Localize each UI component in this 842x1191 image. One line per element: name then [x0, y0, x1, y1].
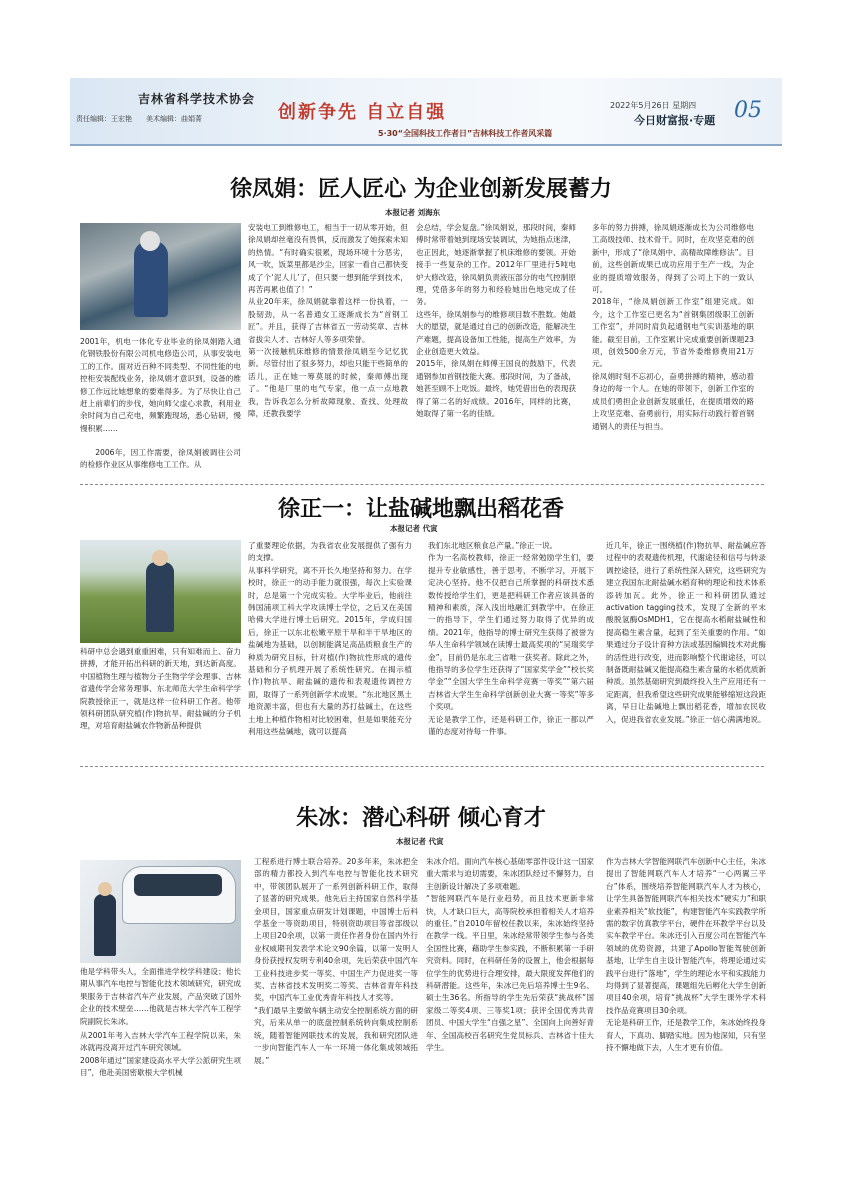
subtitle: 5·30“全国科技工作者日”吉林科技工作者风采篇: [378, 129, 553, 138]
article-3-col3: 朱冰介绍。面向汽车核心基础零部件设计这一国家重大需求与迫切需要，朱冰团队经过不懈努力，自主创新设计解决了多项难题。 “智能网联汽车是行业趋势，而且技术更新非常快，人才缺口巨大，高等院校承担着相关人才培养的重任。”自2010年留校任教以来，朱冰始终坚持在教学一线。平日里，朱冰经常带领学生参与各类全国性比赛，藉助学生参实践，不断积累第一手研究资料。同时，在科研任务的设置上，他会根据每位学生的优势进行合理安排，最大限度发挥他们的科研潜能。这些年，朱冰已先后培养博士生9名、硕士生36名。所指导的学生先后荣获“挑战杯”国家级二等奖4项、三等奖1项；获评全国优秀共青团员、中国大学生“自强之星”、全国向上向善好青年、全国高校百名研究生党员标兵、吉林省十佳大学生。: [426, 857, 594, 1053]
article-3-col4: 作为吉林大学智能网联汽车创新中心主任，朱冰提出了智能网联汽车人才培养“一心两翼三平台”体系，围绕培养智能网联汽车人才为核心，让学生具备智能网联汽车相关技术“硬实力”和职业素养相关“软技能”，构建智能汽车实践教学所需的数字仿真教学平台，硬件在环教学平台以及实车教学平台。朱冰还引入百度公司在智能汽车领域的优势资源，共建了Apollo智能驾驶创新基地，让学生自主设计智能汽车，将理论通过实践平台进行“落地”，学生的理论水平和实践能力均得到了显著提高，课题组先后孵化大学生创新项目40余项，培育“挑战杯”大学生课外学术科技作品竞赛项目30余项。 无论是科研工作，还是教学工作，朱冰始终投身育人，下真功、脚踏实地。因为他深知，只有坚持不懈地做下去，人生才更有价值。: [606, 857, 766, 1053]
article-2-col3: 我们东北地区粮食总产量。”徐正一说。 作为一名高校教师，徐正一经常勉励学生们，要提升专业敏感性，善于思考，不断学习，开展下定决心坚持。他不仅把自己所掌握的科研技术悉数传授给学生们，更是把科研工作者应该具备的精神和素质，深入浅出地融汇到教学中。在徐正一的指导下，学生们通过努力取得了优异的成绩。2021年，他指导的博士研究生获得了被誉为华人生命科学领域在读博士最高奖项的“吴瑞奖学金”，目前仍是东北三省唯一获奖者。除此之外，他指导的多位学生还获得了“国家奖学金”“校长奖学金”“全国大学生生命科学竞赛一等奖”“第六届吉林省大学生生命科学创新创业大赛一等奖”等多个奖项。 无论是教学工作，还是科研工作，徐正一都以严谨的态度对待每一件事。: [428, 541, 594, 737]
article-1-col1: 2006年，因工作需要，徐凤娟被调往公司的检修作业区从事维修电工工作。从: [80, 448, 241, 470]
editors-credit: 责任编辑：王宏艳 美术编辑：曲娟菁: [76, 115, 202, 123]
section-name: 今日财富报·专题: [634, 114, 716, 127]
article-2-byline: 本报记者 代寅: [390, 524, 438, 533]
article-3-title: 朱冰：潜心科研 倾心育才: [296, 806, 546, 831]
professor-figure: [94, 894, 116, 956]
article-3-photo: [80, 860, 241, 963]
issue-date: 2022年5月26日 星期四: [610, 101, 697, 110]
worker-figure: [134, 241, 168, 317]
slogan: 创新争先 自立自强: [278, 102, 447, 123]
article-1-col3: 会总结，学会复盘。”徐凤娟说，那段时间，秦师傅时常带着她到现场安装调试，为她指点迷津，也正因此，她逐渐掌握了机床维修的要领。开始接手一些复杂的工作。2012年厂里进行5吨电炉大修改造，徐凤娟负责液压部分的电气控制原理，凭借多年的努力和经验她出色地完成了任务。 这些年，徐凤娟参与的维修项目数不胜数。她最大的愿望，就是通过自己的创新改造，能解决生产难题，提高设备加工性能，提高生产效率，为企业创造更大效益。 2015年，徐凤娟在师傅王国良的鼓励下，代表通钢参加首钢技能大赛。那段时间，为了备战，她甚至顾不上吃饭。最终，她凭借出色的表现获得了第二名的好成绩。2016年，同样的比赛，她取得了第一名的佳绩。: [416, 223, 576, 419]
article-3-col1: 从2001年考入吉林大学汽车工程学院以来，朱冰就再没离开过汽车研究领域。 2008年通过“国家建设高水平大学公派研究生项目”，他赴美国密歇根大学机械: [80, 1031, 241, 1078]
article-1-col2: 安装电工到维修电工，相当于一切从零开始，但徐凤娟却丝毫没有畏惧，反而激发了她探索未知的热情。“有时确实很累，现场环境十分恶劣，风一吹，饭菜里都是沙尘，回家一看自己都快变成了个‘泥人儿’了，但只要一想到能学到技术，再苦再累也值了！” 从业20年来，徐凤娟就靠着这样一份执着，一股韧劲，从一名普通女工逐渐成长为“首钢工匠”。并且，获得了吉林省五一劳动奖章、吉林省拔尖人才、吉林好人等多项荣誉。 第一次接触机床维修的情景徐凤娟至今记忆犹新。尽管付出了很多努力，却也只能干些简单的活儿，正在她一筹莫展的时候，秦师傅出现了。“他是厂里的电气专家，他一点一点地教我，告诉我怎么分析故障现象、查找、处理故障，还教我要学: [248, 223, 408, 419]
article-3-byline: 本报记者 代寅: [396, 837, 444, 846]
org-name: 吉林省科学技术协会: [138, 92, 256, 106]
article-1-photo: [80, 223, 241, 330]
researcher-head: [152, 550, 168, 566]
vehicle-window: [134, 874, 222, 896]
helmet: [140, 231, 160, 251]
article-1-title: 徐凤娟：匠人匠心 为企业创新发展蓄力: [230, 177, 612, 202]
article-1-byline: 本报记者 刘海东: [385, 208, 441, 217]
masthead: [70, 78, 782, 146]
article-2-col2: 了重要理论依据，为我省农业发展提供了强有力的支撑。 从事科学研究，离不开长久地坚持和努力。在学校时，徐正一的动手能力就很强，每次上实验课时，总是第一个完成实验。大学毕业后，他前往韩国浦项工科大学攻读博士学位，之后又在美国哈佛大学进行博士后研究。2015年，学成归国后，徐正一以东北松嫩平原干旱和半干旱地区的盐碱地为基础，以创制能满足高品质粮食生产的种质为研究目标，针对植(作)物抗性形成的遗传基础和分子机理开展了系统性研究。在揭示植(作)物抗旱、耐盐碱的遗传和表观遗传调控方面，取得了一系列创新学术成果。“东北地区黑土地资源丰富，但也有大量的苏打盐碱土，在这些土地上种植作物相对比较困难，但是如果能充分利用这些盐碱地，就可以提高: [248, 541, 412, 737]
professor-head: [98, 882, 112, 896]
page-number: 05: [734, 98, 762, 123]
article-2-col4: 近几年，徐正一围绕植(作)物抗旱、耐盐碱应答过程中的表观遗传机理，代谢途径和信号与转录调控途径，进行了系统性深入研究，这些研究为建立我国东北耐盐碱水稻育种的理论和技术体系添砖加瓦。此外，徐正一和科研团队通过activation tagging技术，发现了全新的平末酸脱氢酶OsMDH1，它在提高水稻耐盐碱性和提高稳生素含量，起到了至关重要的作用。“如果通过分子设计育种方法或基因编辑技术对此酶的活性进行改变，进而影响整个代谢途径，可以制备既耐盐碱又能提高稳生素含量的水稻优质新种质。虽然基础研究到最终投入生产应用还有一定距离，但我希望这些研究成果能够缩短这段距离，早日让盐碱地上飘出稻花香，增加农民收入，促进我省农业发展。”徐正一信心满满地说。: [606, 541, 766, 724]
article-2-caption: 科研中总会遇到重重困难，只有知难而上、奋力拼搏，才能开拓出科研的新天地，到达新高度。中国植物生理与植物分子生物学学会理事、吉林省遗传学会常务理事、东北师范大学生命科学学院教授徐正一，就是这样一位科研工作者。他带领科研团队研究植(作)物抗旱、耐盐碱的分子机理，对培育耐盐碱农作物新品种提供: [80, 647, 241, 731]
article-2-title: 徐正一：让盐碱地飘出稻花香: [277, 497, 564, 522]
divider-2: [80, 766, 764, 767]
article-3-caption: 他是学科带头人，全面推进学校学科建设；他长期从事汽车电控与智能化技术领域研究，研究成果服务于吉林省汽车产业发展，产品突破了国外企业的技术壁垒……他就是吉林大学汽车工程学院副院长朱冰。: [80, 967, 241, 1026]
article-2-photo: [80, 540, 241, 643]
divider-1: [80, 484, 764, 485]
article-1-caption: 2001年，机电一体化专业毕业的徐凤娟踏入通化钢铁股份有限公司机电修造公司，从事安装电工的工作。面对近百种不同类型、不同性能的电控柜安装配线业务，徐凤娟才意识到，设备的维修工作远比她想象的要难得多。为了尽快让自己赶上前辈们的步伐，她向师父虚心求教，利用业余时间为自己充电，频繁跑现场，悉心钻研，慢慢积累……: [80, 337, 241, 433]
article-1-col4: 多年的努力拼搏，徐凤娟逐渐成长为公司维修电工高级技师、技术骨干。同时，在攻坚克难的创新中，形成了“徐凤娟中、高精故障维修法”。目前，这些创新成果已成功应用于生产一线，为企业的提质增效服务，得到了公司上下的一致认可。 2018年，“徐凤娟创新工作室”组建完成。如今，这个工作室已更名为“首钢集团级职工创新工作室”，并同时肩负起通钢电气实训基地的职能。截至目前，工作室累计完成重要创新课题23项，创效500余万元，节省外委维修费用21万元。 徐凤娟时刻不忘初心，奋勇拼搏的精神，感动着身边的每一个人。在她的带领下，创新工作室的成员们勇担企业创新发展重任，在提质增效的路上攻坚克难、奋勇前行，用实际行动践行着首钢通钢人的责任与担当。: [592, 223, 754, 431]
article-3-col2: 工程系进行博士联合培养。20多年来，朱冰把全部的精力都投入到汽车电控与智能化技术研究中，带领团队展开了一系列创新科研工作，取得了显著的研究成果。他先后主持国家自然科学基金项目，国家重点研发计划课题，中国博士后科学基金一等资助项目，特别资助项目等省部级以上项目20余项，以第一责任作者身份在国内外行业权威期刊发表学术论文90余篇，以第一发明人身份获授权发明专利40余项，先后荣获中国汽车工业科技进步奖一等奖、中国生产力促进奖一等奖、吉林省技术发明奖二等奖、吉林省青年科技奖，中国汽车工业优秀青年科技人才奖等。 “我们最早主要做车辆主动安全控制系统方面的研究，后来从单一的底盘控制系统转向集成控制系统，随着智能网联技术的发展，我和研究团队进一步向智能汽车人一车一环境一体化集成领域拓展。”: [254, 857, 418, 1065]
researcher-figure: [146, 562, 174, 632]
